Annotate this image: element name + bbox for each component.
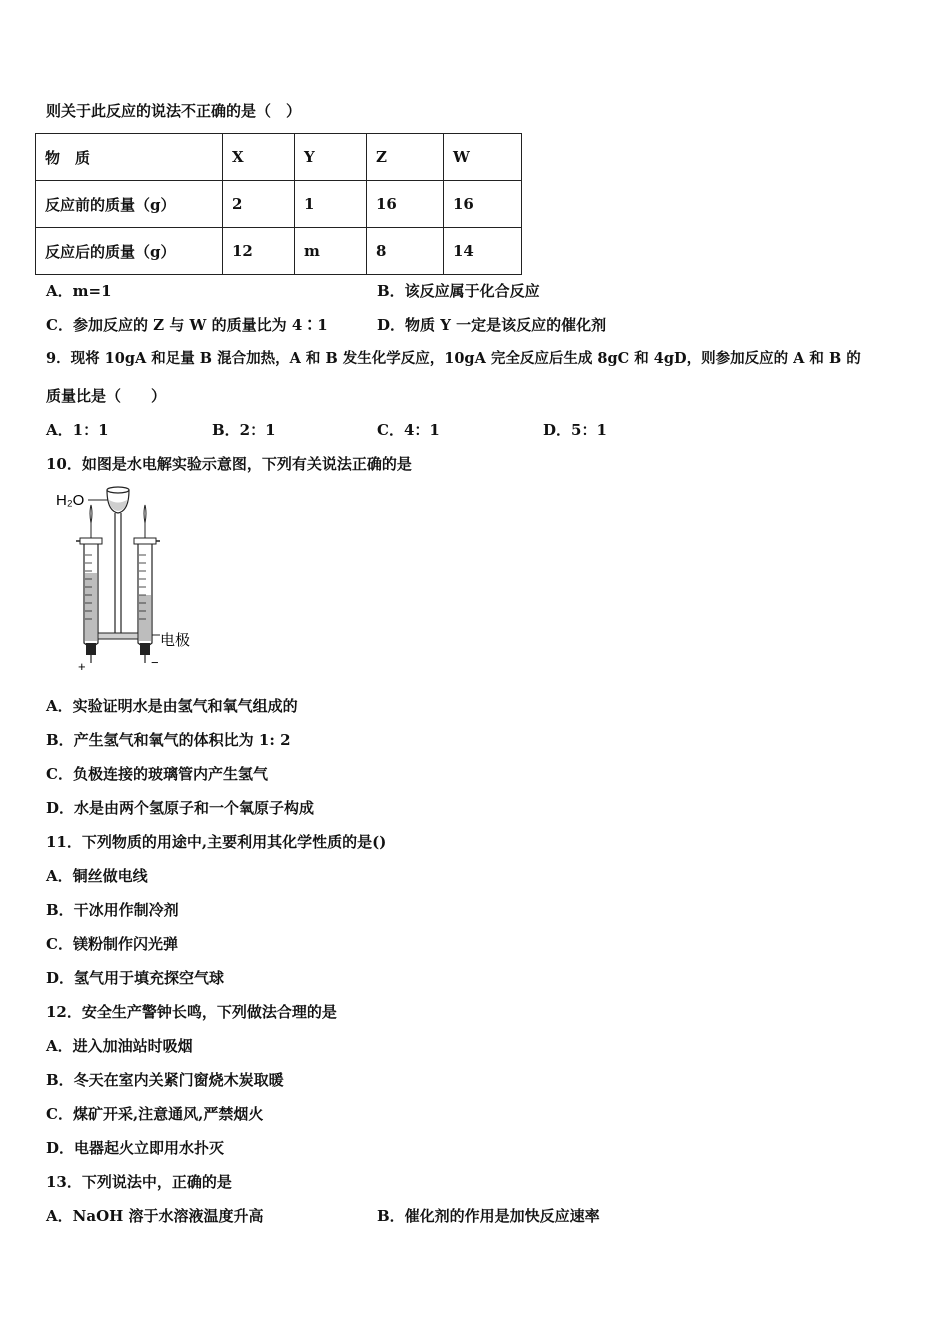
q10-option-c: C．负极连接的玻璃管内产生氢气 bbox=[46, 765, 268, 783]
right-valve bbox=[134, 538, 156, 544]
table-cell: 反应前的质量（g） bbox=[36, 181, 223, 228]
table-row bbox=[36, 228, 522, 275]
electrolysis-diagram bbox=[52, 483, 202, 673]
question-intro: 则关于此反应的说法不正确的是（ ） bbox=[46, 102, 302, 120]
funnel-rim bbox=[107, 487, 129, 493]
table-header-cell: X bbox=[223, 134, 295, 181]
q9-option-b: B．2：1 bbox=[212, 421, 276, 439]
minus-sign: − bbox=[151, 655, 159, 670]
q11-option-a: A．铜丝做电线 bbox=[46, 867, 148, 885]
q11-option-c: C．镁粉制作闪光弹 bbox=[46, 935, 178, 953]
q10-stem: 10．如图是水电解实验示意图，下列有关说法正确的是 bbox=[46, 455, 412, 473]
q8-option-b: B．该反应属于化合反应 bbox=[377, 282, 540, 300]
left-valve bbox=[80, 538, 102, 544]
q8-option-d: D．物质 Y 一定是该反应的催化剂 bbox=[377, 316, 607, 334]
right-electrode bbox=[140, 643, 150, 655]
table-cell: 2 bbox=[223, 181, 295, 228]
table-header-row bbox=[36, 134, 522, 181]
q10-option-d: D．水是由两个氢原子和一个氧原子构成 bbox=[46, 799, 315, 817]
table-row bbox=[36, 181, 522, 228]
q10-option-b: B．产生氢气和氧气的体积比为 1: 2 bbox=[46, 731, 291, 749]
water-label: H₂O bbox=[56, 492, 85, 509]
connector-tube bbox=[98, 633, 138, 639]
left-electrode bbox=[86, 643, 96, 655]
q9-option-a: A．1：1 bbox=[46, 421, 109, 439]
table-cell: 反应后的质量（g） bbox=[36, 228, 223, 275]
q8-option-c: C．参加反应的 Z 与 W 的质量比为 4∶1 bbox=[46, 316, 328, 334]
plus-sign: + bbox=[78, 659, 86, 673]
table-cell: 16 bbox=[367, 181, 444, 228]
table-header-cell: 物 质 bbox=[36, 134, 223, 181]
table-header-cell: Y bbox=[295, 134, 367, 181]
q9-option-c: C．4：1 bbox=[377, 421, 440, 439]
q12-option-b: B．冬天在室内关紧门窗烧木炭取暖 bbox=[46, 1071, 284, 1089]
table-header-cell: W bbox=[444, 134, 522, 181]
right-tube-water bbox=[139, 595, 151, 641]
left-tube-water bbox=[85, 573, 97, 641]
q13-stem: 13．下列说法中，正确的是 bbox=[46, 1173, 232, 1191]
q13-option-b: B．催化剂的作用是加快反应速率 bbox=[377, 1207, 600, 1225]
electrode-label: 电极 bbox=[160, 632, 191, 649]
q9-option-d: D．5：1 bbox=[543, 421, 607, 439]
table-cell: 8 bbox=[367, 228, 444, 275]
q12-option-c: C．煤矿开采,注意通风,严禁烟火 bbox=[46, 1105, 264, 1123]
mass-table bbox=[35, 133, 522, 275]
left-tip bbox=[90, 505, 92, 523]
table-cell: 1 bbox=[295, 181, 367, 228]
table-cell: m bbox=[295, 228, 367, 275]
q12-option-d: D．电器起火立即用水扑灭 bbox=[46, 1139, 225, 1157]
table-cell: 16 bbox=[444, 181, 522, 228]
q10-option-a: A．实验证明水是由氢气和氧气组成的 bbox=[46, 697, 298, 715]
table-header-cell: Z bbox=[367, 134, 444, 181]
q9-stem-line2: 质量比是（ ） bbox=[46, 387, 167, 405]
q13-option-a: A．NaOH 溶于水溶液温度升高 bbox=[46, 1207, 264, 1225]
q9-stem-line1: 9．现将 10gA 和足量 B 混合加热，A 和 B 发生化学反应，10gA 完全反应后生成 8gC 和 4gD，则参加反应的 A 和 B 的 bbox=[46, 350, 861, 367]
q11-stem: 11．下列物质的用途中,主要利用其化学性质的是() bbox=[46, 833, 387, 851]
q11-option-b: B．干冰用作制冷剂 bbox=[46, 901, 179, 919]
q8-option-a: A．m=1 bbox=[46, 282, 112, 300]
table-cell: 14 bbox=[444, 228, 522, 275]
table-cell: 12 bbox=[223, 228, 295, 275]
q12-option-a: A．进入加油站时吸烟 bbox=[46, 1037, 193, 1055]
q12-stem: 12．安全生产警钟长鸣，下列做法合理的是 bbox=[46, 1003, 337, 1021]
right-tip bbox=[144, 505, 146, 523]
q11-option-d: D．氢气用于填充探空气球 bbox=[46, 969, 225, 987]
